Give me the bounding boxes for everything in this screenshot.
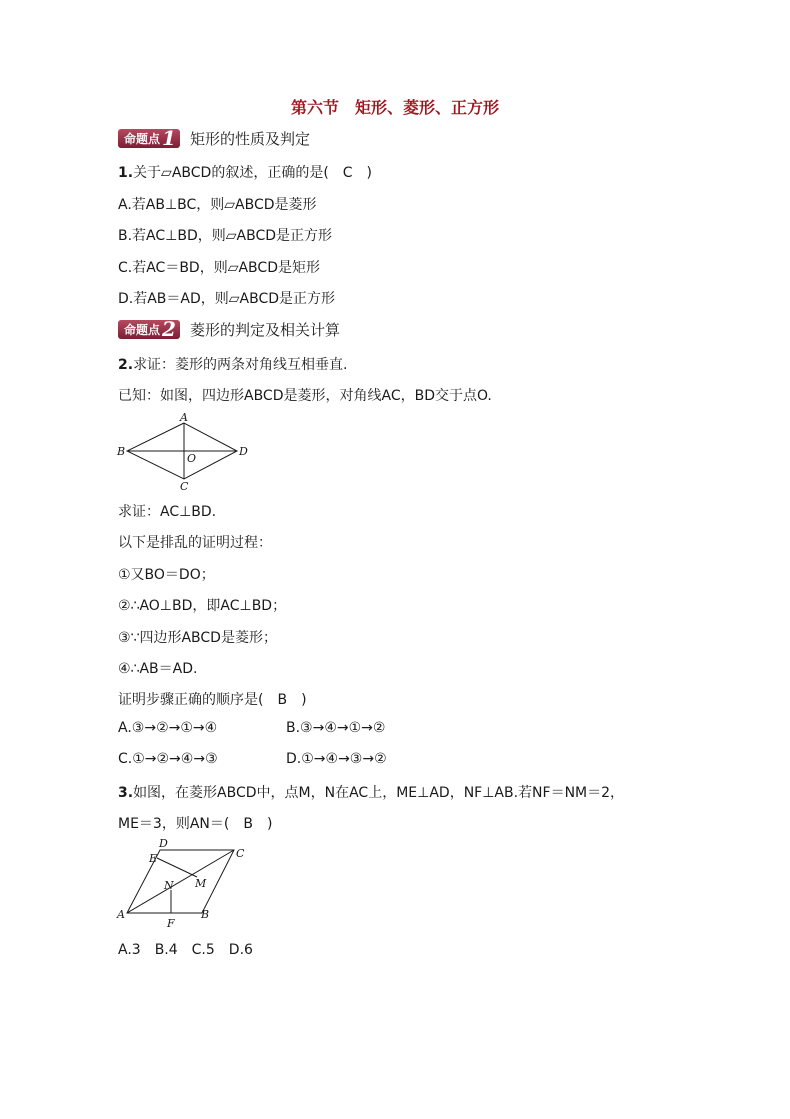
badge-label: 命题点	[124, 131, 161, 146]
question-text: 求证：菱形的两条对角线互相垂直.	[133, 357, 348, 373]
section-header-2	[118, 318, 340, 340]
segment-me	[157, 858, 197, 877]
label-c: C	[180, 480, 189, 492]
section-header-1	[118, 127, 310, 149]
q2-step-4: ④∴AB＝AD.	[118, 661, 198, 677]
section-badge	[118, 316, 180, 341]
label-d: D	[239, 445, 248, 458]
section-badge	[118, 125, 180, 150]
section-heading: 菱形的判定及相关计算	[189, 320, 340, 339]
q1-option-b: B.若AC⊥BD，则▱ABCD是正方形	[118, 228, 332, 244]
label-b: B	[117, 445, 126, 458]
badge-number: 2	[162, 316, 176, 341]
question-number: 3.	[118, 785, 134, 801]
q3-stem-line-2: ME＝3，则AN＝( B )	[118, 816, 273, 832]
q2-option-d: D.①→④→③→②	[286, 751, 387, 767]
label-a: A	[180, 411, 188, 424]
label-a: A	[117, 908, 125, 921]
label-o: O	[187, 452, 197, 465]
q2-prove: 求证：AC⊥BD.	[118, 504, 217, 520]
section-heading: 矩形的性质及判定	[189, 129, 310, 148]
q2-intro: 以下是排乱的证明过程：	[118, 535, 272, 551]
question-text: 如图，在菱形ABCD中，点M，N在AC上，ME⊥AD，NF⊥AB.若NF＝NM＝2，	[133, 785, 625, 801]
q2-option-c: C.①→②→④→③	[118, 751, 218, 767]
q2-stem	[118, 354, 348, 374]
q1-option-d: D.若AB＝AD，则▱ABCD是正方形	[118, 291, 336, 307]
label-b: B	[201, 908, 210, 921]
q2-ask: 证明步骤正确的顺序是( B )	[118, 692, 307, 708]
label-f: F	[167, 917, 175, 930]
parallelogram-figure	[112, 838, 262, 930]
q2-given: 已知：如图，四边形ABCD是菱形，对角线AC，BD交于点O.	[118, 388, 492, 404]
page-title: 第六节 矩形、菱形、正方形	[290, 98, 499, 117]
label-m: M	[195, 877, 207, 890]
q2-step-3: ③∵四边形ABCD是菱形；	[118, 630, 277, 646]
question-text: 关于▱ABCD的叙述，正确的是( C )	[133, 165, 373, 181]
label-c: C	[236, 847, 245, 860]
question-number: 1.	[118, 165, 134, 181]
q1-option-c: C.若AC＝BD，则▱ABCD是矩形	[118, 260, 320, 276]
rhombus-figure	[112, 410, 252, 492]
question-number: 2.	[118, 357, 134, 373]
badge-number: 1	[162, 125, 176, 150]
label-n: N	[164, 879, 174, 892]
q2-option-a: A.③→②→①→④	[118, 720, 218, 736]
q2-option-b: B.③→④→①→②	[286, 720, 386, 736]
q1-stem	[118, 162, 372, 182]
q2-step-1: ①又BO＝DO；	[118, 567, 215, 583]
q2-step-2: ②∴AO⊥BD，即AC⊥BD；	[118, 598, 287, 614]
label-d: D	[159, 838, 168, 850]
q3-stem-line-1	[118, 782, 624, 802]
q1-option-a: A.若AB⊥BC，则▱ABCD是菱形	[118, 197, 317, 213]
q3-options: A.3 B.4 C.5 D.6	[118, 942, 253, 958]
badge-label: 命题点	[124, 322, 161, 337]
label-e: E	[149, 852, 158, 865]
